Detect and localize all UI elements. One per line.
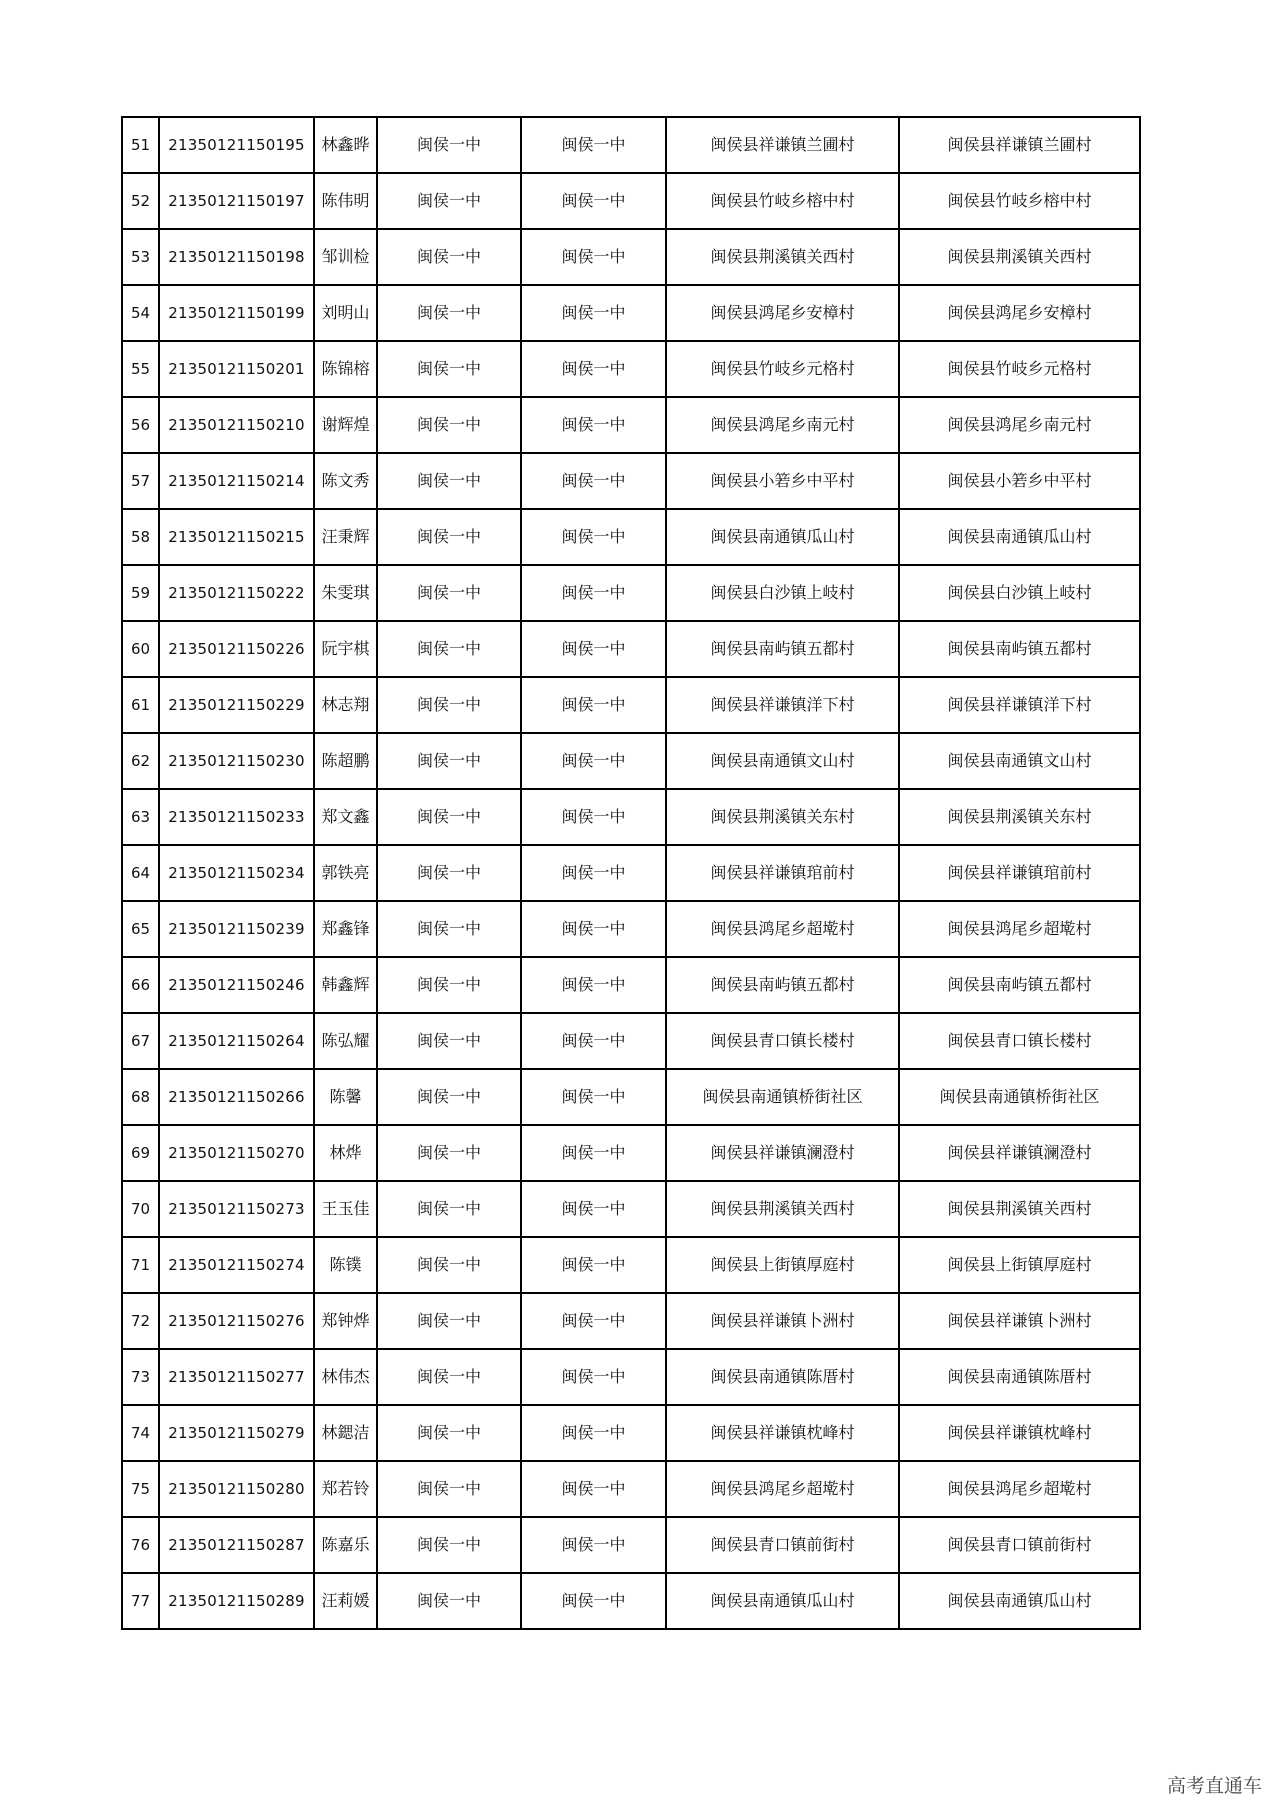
exam-id-cell: 21350121150274 <box>159 1237 314 1293</box>
table-row <box>122 1125 1140 1181</box>
enroll-school-cell: 闽侯一中 <box>521 173 666 229</box>
school-cell: 闽侯一中 <box>377 453 521 509</box>
exam-id-cell: 21350121150279 <box>159 1405 314 1461</box>
row-number-cell: 63 <box>122 789 159 845</box>
student-name-cell: 林鍶洁 <box>314 1405 377 1461</box>
roster-table <box>121 116 1141 1630</box>
exam-id-cell: 21350121150280 <box>159 1461 314 1517</box>
school-cell: 闽侯一中 <box>377 789 521 845</box>
residence-address-cell: 闽侯县南通镇瓜山村 <box>899 1573 1140 1629</box>
residence-address-cell: 闽侯县鸿尾乡南元村 <box>899 397 1140 453</box>
student-name-cell: 韩鑫辉 <box>314 957 377 1013</box>
table-row <box>122 1405 1140 1461</box>
table-row <box>122 1293 1140 1349</box>
residence-address-cell: 闽侯县荆溪镇关西村 <box>899 229 1140 285</box>
table-row <box>122 565 1140 621</box>
row-number-cell: 73 <box>122 1349 159 1405</box>
household-address-cell: 闽侯县祥谦镇澜澄村 <box>666 1125 899 1181</box>
exam-id-cell: 21350121150197 <box>159 173 314 229</box>
residence-address-cell: 闽侯县荆溪镇关西村 <box>899 1181 1140 1237</box>
table-row <box>122 341 1140 397</box>
exam-id-cell: 21350121150195 <box>159 117 314 173</box>
enroll-school-cell: 闽侯一中 <box>521 1517 666 1573</box>
school-cell: 闽侯一中 <box>377 733 521 789</box>
enroll-school-cell: 闽侯一中 <box>521 957 666 1013</box>
household-address-cell: 闽侯县竹岐乡榕中村 <box>666 173 899 229</box>
residence-address-cell: 闽侯县南屿镇五都村 <box>899 957 1140 1013</box>
enroll-school-cell: 闽侯一中 <box>521 509 666 565</box>
school-cell: 闽侯一中 <box>377 397 521 453</box>
school-cell: 闽侯一中 <box>377 1069 521 1125</box>
residence-address-cell: 闽侯县上街镇厚庭村 <box>899 1237 1140 1293</box>
row-number-cell: 56 <box>122 397 159 453</box>
residence-address-cell: 闽侯县青口镇前街村 <box>899 1517 1140 1573</box>
exam-id-cell: 21350121150233 <box>159 789 314 845</box>
school-cell: 闽侯一中 <box>377 1013 521 1069</box>
enroll-school-cell: 闽侯一中 <box>521 1293 666 1349</box>
household-address-cell: 闽侯县南通镇桥街社区 <box>666 1069 899 1125</box>
exam-id-cell: 21350121150273 <box>159 1181 314 1237</box>
row-number-cell: 58 <box>122 509 159 565</box>
enroll-school-cell: 闽侯一中 <box>521 1461 666 1517</box>
household-address-cell: 闽侯县祥谦镇琯前村 <box>666 845 899 901</box>
student-name-cell: 陈弘耀 <box>314 1013 377 1069</box>
student-name-cell: 郑鑫锋 <box>314 901 377 957</box>
school-cell: 闽侯一中 <box>377 1237 521 1293</box>
student-name-cell: 陈超鹏 <box>314 733 377 789</box>
row-number-cell: 75 <box>122 1461 159 1517</box>
household-address-cell: 闽侯县祥谦镇枕峰村 <box>666 1405 899 1461</box>
school-cell: 闽侯一中 <box>377 1293 521 1349</box>
school-cell: 闽侯一中 <box>377 845 521 901</box>
residence-address-cell: 闽侯县竹岐乡元格村 <box>899 341 1140 397</box>
residence-address-cell: 闽侯县竹岐乡榕中村 <box>899 173 1140 229</box>
table-row <box>122 677 1140 733</box>
school-cell: 闽侯一中 <box>377 285 521 341</box>
row-number-cell: 55 <box>122 341 159 397</box>
table-row <box>122 957 1140 1013</box>
residence-address-cell: 闽侯县祥谦镇枕峰村 <box>899 1405 1140 1461</box>
row-number-cell: 52 <box>122 173 159 229</box>
school-cell: 闽侯一中 <box>377 173 521 229</box>
row-number-cell: 62 <box>122 733 159 789</box>
table-row <box>122 229 1140 285</box>
enroll-school-cell: 闽侯一中 <box>521 1405 666 1461</box>
exam-id-cell: 21350121150264 <box>159 1013 314 1069</box>
enroll-school-cell: 闽侯一中 <box>521 1013 666 1069</box>
table-row <box>122 733 1140 789</box>
table-row <box>122 1349 1140 1405</box>
residence-address-cell: 闽侯县祥谦镇洋下村 <box>899 677 1140 733</box>
residence-address-cell: 闽侯县祥谦镇澜澄村 <box>899 1125 1140 1181</box>
row-number-cell: 66 <box>122 957 159 1013</box>
household-address-cell: 闽侯县祥谦镇兰圃村 <box>666 117 899 173</box>
school-cell: 闽侯一中 <box>377 677 521 733</box>
row-number-cell: 65 <box>122 901 159 957</box>
exam-id-cell: 21350121150266 <box>159 1069 314 1125</box>
student-name-cell: 阮宇棋 <box>314 621 377 677</box>
school-cell: 闽侯一中 <box>377 229 521 285</box>
household-address-cell: 闽侯县鸿尾乡南元村 <box>666 397 899 453</box>
row-number-cell: 51 <box>122 117 159 173</box>
residence-address-cell: 闽侯县鸿尾乡超墘村 <box>899 901 1140 957</box>
residence-address-cell: 闽侯县南通镇陈厝村 <box>899 1349 1140 1405</box>
student-name-cell: 刘明山 <box>314 285 377 341</box>
table-row <box>122 621 1140 677</box>
enroll-school-cell: 闽侯一中 <box>521 1573 666 1629</box>
exam-id-cell: 21350121150198 <box>159 229 314 285</box>
row-number-cell: 70 <box>122 1181 159 1237</box>
table-row <box>122 1237 1140 1293</box>
household-address-cell: 闽侯县青口镇长楼村 <box>666 1013 899 1069</box>
enroll-school-cell: 闽侯一中 <box>521 1237 666 1293</box>
row-number-cell: 69 <box>122 1125 159 1181</box>
student-name-cell: 林鑫晔 <box>314 117 377 173</box>
exam-id-cell: 21350121150277 <box>159 1349 314 1405</box>
enroll-school-cell: 闽侯一中 <box>521 1125 666 1181</box>
table-row <box>122 845 1140 901</box>
residence-address-cell: 闽侯县小箬乡中平村 <box>899 453 1140 509</box>
school-cell: 闽侯一中 <box>377 1573 521 1629</box>
residence-address-cell: 闽侯县荆溪镇关东村 <box>899 789 1140 845</box>
enroll-school-cell: 闽侯一中 <box>521 453 666 509</box>
enroll-school-cell: 闽侯一中 <box>521 285 666 341</box>
table-row <box>122 901 1140 957</box>
residence-address-cell: 闽侯县南屿镇五都村 <box>899 621 1140 677</box>
table-row <box>122 1181 1140 1237</box>
exam-id-cell: 21350121150215 <box>159 509 314 565</box>
residence-address-cell: 闽侯县祥谦镇琯前村 <box>899 845 1140 901</box>
household-address-cell: 闽侯县上街镇厚庭村 <box>666 1237 899 1293</box>
household-address-cell: 闽侯县白沙镇上岐村 <box>666 565 899 621</box>
student-name-cell: 朱雯琪 <box>314 565 377 621</box>
student-name-cell: 陈锦榕 <box>314 341 377 397</box>
exam-id-cell: 21350121150199 <box>159 285 314 341</box>
enroll-school-cell: 闽侯一中 <box>521 845 666 901</box>
household-address-cell: 闽侯县小箬乡中平村 <box>666 453 899 509</box>
student-name-cell: 郑若铃 <box>314 1461 377 1517</box>
school-cell: 闽侯一中 <box>377 1405 521 1461</box>
student-name-cell: 邹训检 <box>314 229 377 285</box>
enroll-school-cell: 闽侯一中 <box>521 229 666 285</box>
table-row <box>122 453 1140 509</box>
table-row <box>122 397 1140 453</box>
exam-id-cell: 21350121150226 <box>159 621 314 677</box>
enroll-school-cell: 闽侯一中 <box>521 901 666 957</box>
household-address-cell: 闽侯县南通镇文山村 <box>666 733 899 789</box>
household-address-cell: 闽侯县祥谦镇洋下村 <box>666 677 899 733</box>
residence-address-cell: 闽侯县祥谦镇卜洲村 <box>899 1293 1140 1349</box>
residence-address-cell: 闽侯县南通镇瓜山村 <box>899 509 1140 565</box>
exam-id-cell: 21350121150246 <box>159 957 314 1013</box>
enroll-school-cell: 闽侯一中 <box>521 1349 666 1405</box>
school-cell: 闽侯一中 <box>377 565 521 621</box>
student-name-cell: 陈文秀 <box>314 453 377 509</box>
school-cell: 闽侯一中 <box>377 117 521 173</box>
table-row <box>122 1517 1140 1573</box>
row-number-cell: 76 <box>122 1517 159 1573</box>
enroll-school-cell: 闽侯一中 <box>521 677 666 733</box>
residence-address-cell: 闽侯县南通镇文山村 <box>899 733 1140 789</box>
residence-address-cell: 闽侯县南通镇桥街社区 <box>899 1069 1140 1125</box>
exam-id-cell: 21350121150222 <box>159 565 314 621</box>
household-address-cell: 闽侯县鸿尾乡超墘村 <box>666 1461 899 1517</box>
table-row <box>122 789 1140 845</box>
enroll-school-cell: 闽侯一中 <box>521 1069 666 1125</box>
school-cell: 闽侯一中 <box>377 341 521 397</box>
enroll-school-cell: 闽侯一中 <box>521 117 666 173</box>
row-number-cell: 77 <box>122 1573 159 1629</box>
school-cell: 闽侯一中 <box>377 1181 521 1237</box>
school-cell: 闽侯一中 <box>377 509 521 565</box>
student-name-cell: 陈馨 <box>314 1069 377 1125</box>
row-number-cell: 57 <box>122 453 159 509</box>
household-address-cell: 闽侯县荆溪镇关西村 <box>666 1181 899 1237</box>
watermark-text: 高考直通车 <box>1166 1775 1262 1797</box>
household-address-cell: 闽侯县鸿尾乡超墘村 <box>666 901 899 957</box>
student-name-cell: 陈伟明 <box>314 173 377 229</box>
household-address-cell: 闽侯县南通镇瓜山村 <box>666 1573 899 1629</box>
table-row <box>122 1573 1140 1629</box>
enroll-school-cell: 闽侯一中 <box>521 397 666 453</box>
exam-id-cell: 21350121150239 <box>159 901 314 957</box>
student-name-cell: 郑钟烨 <box>314 1293 377 1349</box>
student-name-cell: 谢辉煌 <box>314 397 377 453</box>
student-name-cell: 汪莉媛 <box>314 1573 377 1629</box>
student-name-cell: 林伟杰 <box>314 1349 377 1405</box>
student-name-cell: 陈嘉乐 <box>314 1517 377 1573</box>
enroll-school-cell: 闽侯一中 <box>521 733 666 789</box>
roster-table-body <box>122 117 1140 1629</box>
school-cell: 闽侯一中 <box>377 1517 521 1573</box>
exam-id-cell: 21350121150210 <box>159 397 314 453</box>
residence-address-cell: 闽侯县白沙镇上岐村 <box>899 565 1140 621</box>
exam-id-cell: 21350121150234 <box>159 845 314 901</box>
school-cell: 闽侯一中 <box>377 1461 521 1517</box>
row-number-cell: 71 <box>122 1237 159 1293</box>
school-cell: 闽侯一中 <box>377 901 521 957</box>
row-number-cell: 61 <box>122 677 159 733</box>
household-address-cell: 闽侯县青口镇前街村 <box>666 1517 899 1573</box>
exam-id-cell: 21350121150276 <box>159 1293 314 1349</box>
household-address-cell: 闽侯县祥谦镇卜洲村 <box>666 1293 899 1349</box>
school-cell: 闽侯一中 <box>377 1125 521 1181</box>
table-row <box>122 1461 1140 1517</box>
row-number-cell: 59 <box>122 565 159 621</box>
row-number-cell: 72 <box>122 1293 159 1349</box>
table-row <box>122 509 1140 565</box>
table-row <box>122 117 1140 173</box>
enroll-school-cell: 闽侯一中 <box>521 565 666 621</box>
student-name-cell: 陈镤 <box>314 1237 377 1293</box>
household-address-cell: 闽侯县竹岐乡元格村 <box>666 341 899 397</box>
residence-address-cell: 闽侯县鸿尾乡安樟村 <box>899 285 1140 341</box>
exam-id-cell: 21350121150230 <box>159 733 314 789</box>
table-row <box>122 1069 1140 1125</box>
student-name-cell: 汪秉辉 <box>314 509 377 565</box>
row-number-cell: 68 <box>122 1069 159 1125</box>
household-address-cell: 闽侯县荆溪镇关西村 <box>666 229 899 285</box>
school-cell: 闽侯一中 <box>377 621 521 677</box>
student-name-cell: 郑文鑫 <box>314 789 377 845</box>
household-address-cell: 闽侯县南通镇陈厝村 <box>666 1349 899 1405</box>
enroll-school-cell: 闽侯一中 <box>521 341 666 397</box>
row-number-cell: 74 <box>122 1405 159 1461</box>
exam-id-cell: 21350121150287 <box>159 1517 314 1573</box>
exam-id-cell: 21350121150229 <box>159 677 314 733</box>
row-number-cell: 64 <box>122 845 159 901</box>
student-name-cell: 王玉佳 <box>314 1181 377 1237</box>
student-name-cell: 林志翔 <box>314 677 377 733</box>
student-name-cell: 林烨 <box>314 1125 377 1181</box>
enroll-school-cell: 闽侯一中 <box>521 789 666 845</box>
row-number-cell: 67 <box>122 1013 159 1069</box>
household-address-cell: 闽侯县荆溪镇关东村 <box>666 789 899 845</box>
enroll-school-cell: 闽侯一中 <box>521 1181 666 1237</box>
household-address-cell: 闽侯县南通镇瓜山村 <box>666 509 899 565</box>
table-row <box>122 285 1140 341</box>
exam-id-cell: 21350121150270 <box>159 1125 314 1181</box>
exam-id-cell: 21350121150289 <box>159 1573 314 1629</box>
row-number-cell: 54 <box>122 285 159 341</box>
table-row <box>122 173 1140 229</box>
exam-id-cell: 21350121150201 <box>159 341 314 397</box>
enroll-school-cell: 闽侯一中 <box>521 621 666 677</box>
table-row <box>122 1013 1140 1069</box>
school-cell: 闽侯一中 <box>377 1349 521 1405</box>
household-address-cell: 闽侯县鸿尾乡安樟村 <box>666 285 899 341</box>
residence-address-cell: 闽侯县祥谦镇兰圃村 <box>899 117 1140 173</box>
household-address-cell: 闽侯县南屿镇五都村 <box>666 957 899 1013</box>
row-number-cell: 53 <box>122 229 159 285</box>
residence-address-cell: 闽侯县青口镇长楼村 <box>899 1013 1140 1069</box>
exam-id-cell: 21350121150214 <box>159 453 314 509</box>
residence-address-cell: 闽侯县鸿尾乡超墘村 <box>899 1461 1140 1517</box>
household-address-cell: 闽侯县南屿镇五都村 <box>666 621 899 677</box>
row-number-cell: 60 <box>122 621 159 677</box>
school-cell: 闽侯一中 <box>377 957 521 1013</box>
student-name-cell: 郭铁亮 <box>314 845 377 901</box>
